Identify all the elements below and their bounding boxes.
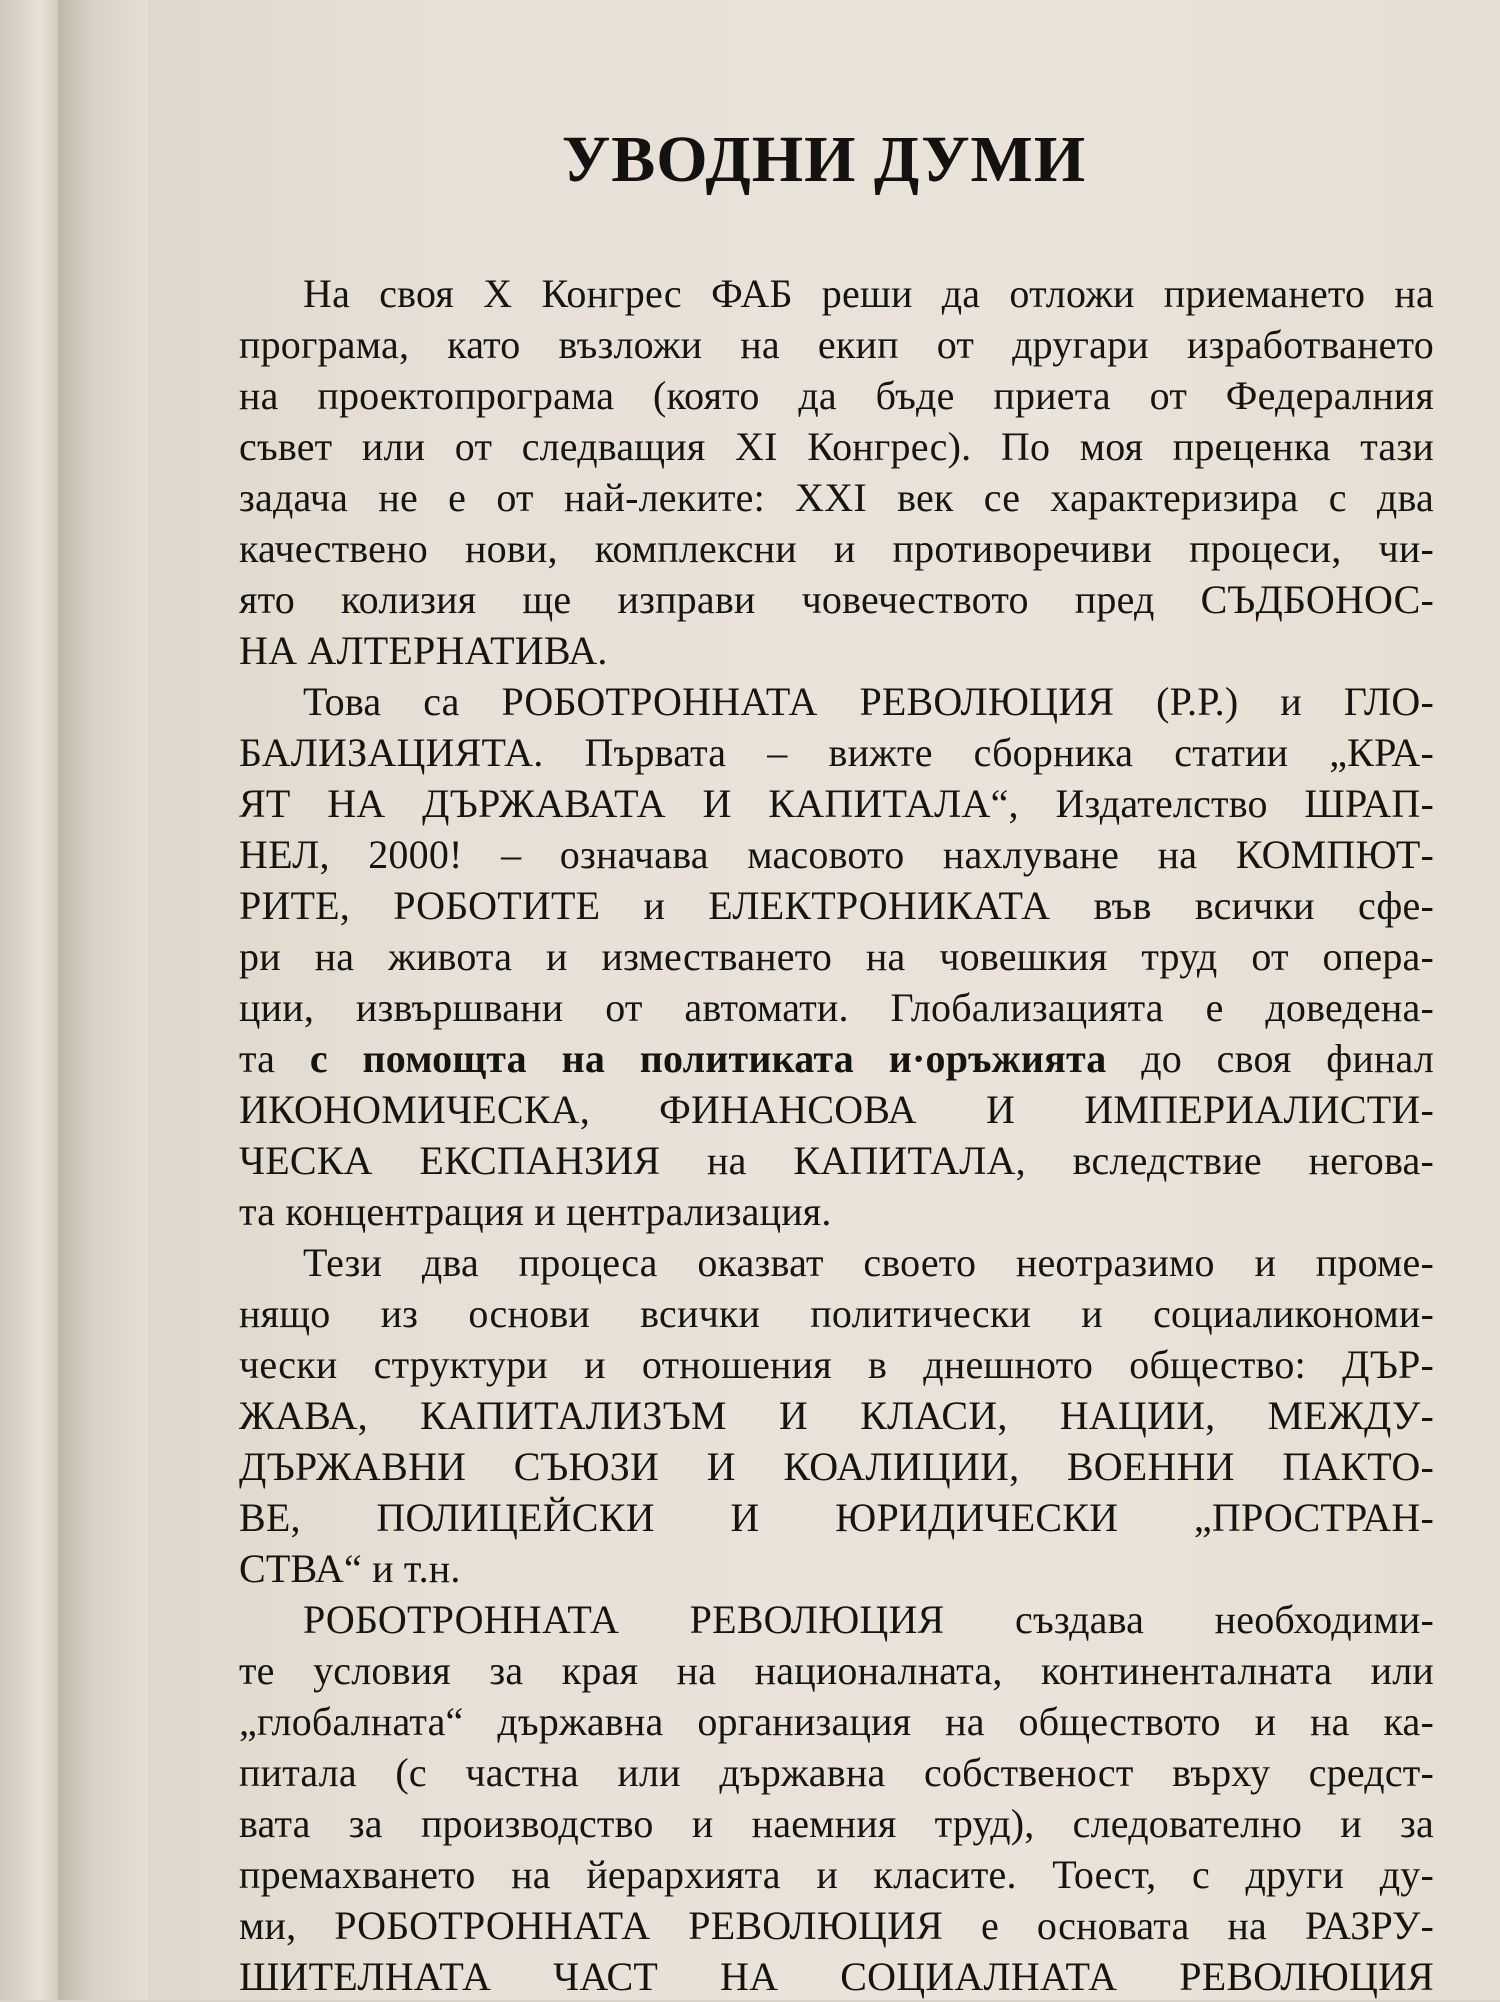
- text-line: нящо из основи всички политически и социаликономи-: [239, 1291, 1434, 1336]
- book-gutter: [58, 0, 148, 2000]
- text-line: РОБОТРОННАТА РЕВОЛЮЦИЯ създава необходими-: [303, 1597, 1434, 1642]
- text-line: ми, РОБОТРОННАТА РЕВОЛЮЦИЯ е основата на РАЗРУ-: [239, 1903, 1434, 1948]
- text-line: ции, извършвани от автомати. Глобализацията е доведена-: [239, 985, 1434, 1030]
- text-line: РИТЕ, РОБОТИТЕ и ЕЛЕКТРОНИКАТА във всички сфе-: [239, 883, 1434, 928]
- text-line: „глобалната“ държавна организация на обществото и на ка-: [239, 1699, 1434, 1744]
- text-line: та концентрация и централизация.: [239, 1189, 832, 1234]
- text-line: БАЛИЗАЦИЯТА. Първата – вижте сборника статии „КРА-: [239, 730, 1434, 775]
- text-line: ЖАВА, КАПИТАЛИЗЪМ И КЛАСИ, НАЦИИ, МЕЖДУ-: [239, 1393, 1434, 1438]
- text-line: на проектопрограма (която да бъде приета от Федералния: [239, 373, 1434, 418]
- right-page: [148, 0, 1500, 2000]
- left-page-edge: [0, 0, 60, 2000]
- text-line: премахването на йерархията и класите. Тоест, с други ду-: [239, 1852, 1434, 1897]
- text-line: ВЕ, ПОЛИЦЕЙСКИ И ЮРИДИЧЕСКИ „ПРОСТРАН-: [239, 1495, 1434, 1540]
- text-line: ЯТ НА ДЪРЖАВАТА И КАПИТАЛА“, Издателство ШРАП-: [239, 781, 1434, 826]
- text-line: Това са РОБОТРОННАТА РЕВОЛЮЦИЯ (Р.Р.) и ГЛО-: [303, 679, 1434, 724]
- text-line: програма, като възложи на екип от другари изработването: [239, 322, 1434, 367]
- text-line: ИКОНОМИЧЕСКА, ФИНАНСОВА И ИМПЕРИАЛИСТИ-: [239, 1087, 1434, 1132]
- text-line: На своя X Конгрес ФАБ реши да отложи приемането на: [303, 271, 1434, 316]
- text-line: те условия за края на националната, континенталната или: [239, 1648, 1434, 1693]
- text-line: Тези два процеса оказват своето неотразимо и проме-: [303, 1240, 1434, 1285]
- text-line: питала (с частна или държавна собственост върху средст-: [239, 1750, 1434, 1795]
- text-line: съвет или от следващия XI Конгрес). По моя преценка тази: [239, 424, 1434, 469]
- text-line: ЧЕСКА ЕКСПАНЗИЯ на КАПИТАЛА, вследствие негова-: [239, 1138, 1434, 1183]
- text-line: ято колизия ще изправи човечеството пред СЪДБОНОС-: [239, 577, 1434, 622]
- text-line: ДЪРЖАВНИ СЪЮЗИ И КОАЛИЦИИ, ВОЕННИ ПАКТО-: [239, 1444, 1434, 1489]
- text-line: та с помощта на политиката и·оръжията до своя финал: [239, 1036, 1434, 1081]
- bold-phrase: с помощта на политиката и·оръжията: [309, 1036, 1107, 1081]
- body-text: [239, 268, 1434, 2002]
- text-line: НЕЛ, 2000! – означава масовото нахлуване на КОМПЮТ-: [239, 832, 1434, 877]
- text-line: чески структури и отношения в днешното общество: ДЪР-: [239, 1342, 1434, 1387]
- text-line: ри на живота и изместването на човешкия труд от опера-: [239, 934, 1434, 979]
- page-title: УВОДНИ ДУМИ: [561, 123, 1087, 196]
- text-line: качествено нови, комплексни и противоречиви процеси, чи-: [239, 526, 1434, 571]
- text-line: СТВА“ и т.н.: [239, 1546, 461, 1591]
- text-line: вата за производство и наемния труд), следователно и за: [239, 1801, 1434, 1846]
- text-line: задача не е от най-леките: XXI век се характеризира с два: [239, 475, 1434, 520]
- text-line: ШИТЕЛНАТА ЧАСТ НА СОЦИАЛНАТА РЕВОЛЮЦИЯ: [239, 1954, 1434, 1999]
- text-line: НА АЛТЕРНАТИВА.: [239, 628, 608, 673]
